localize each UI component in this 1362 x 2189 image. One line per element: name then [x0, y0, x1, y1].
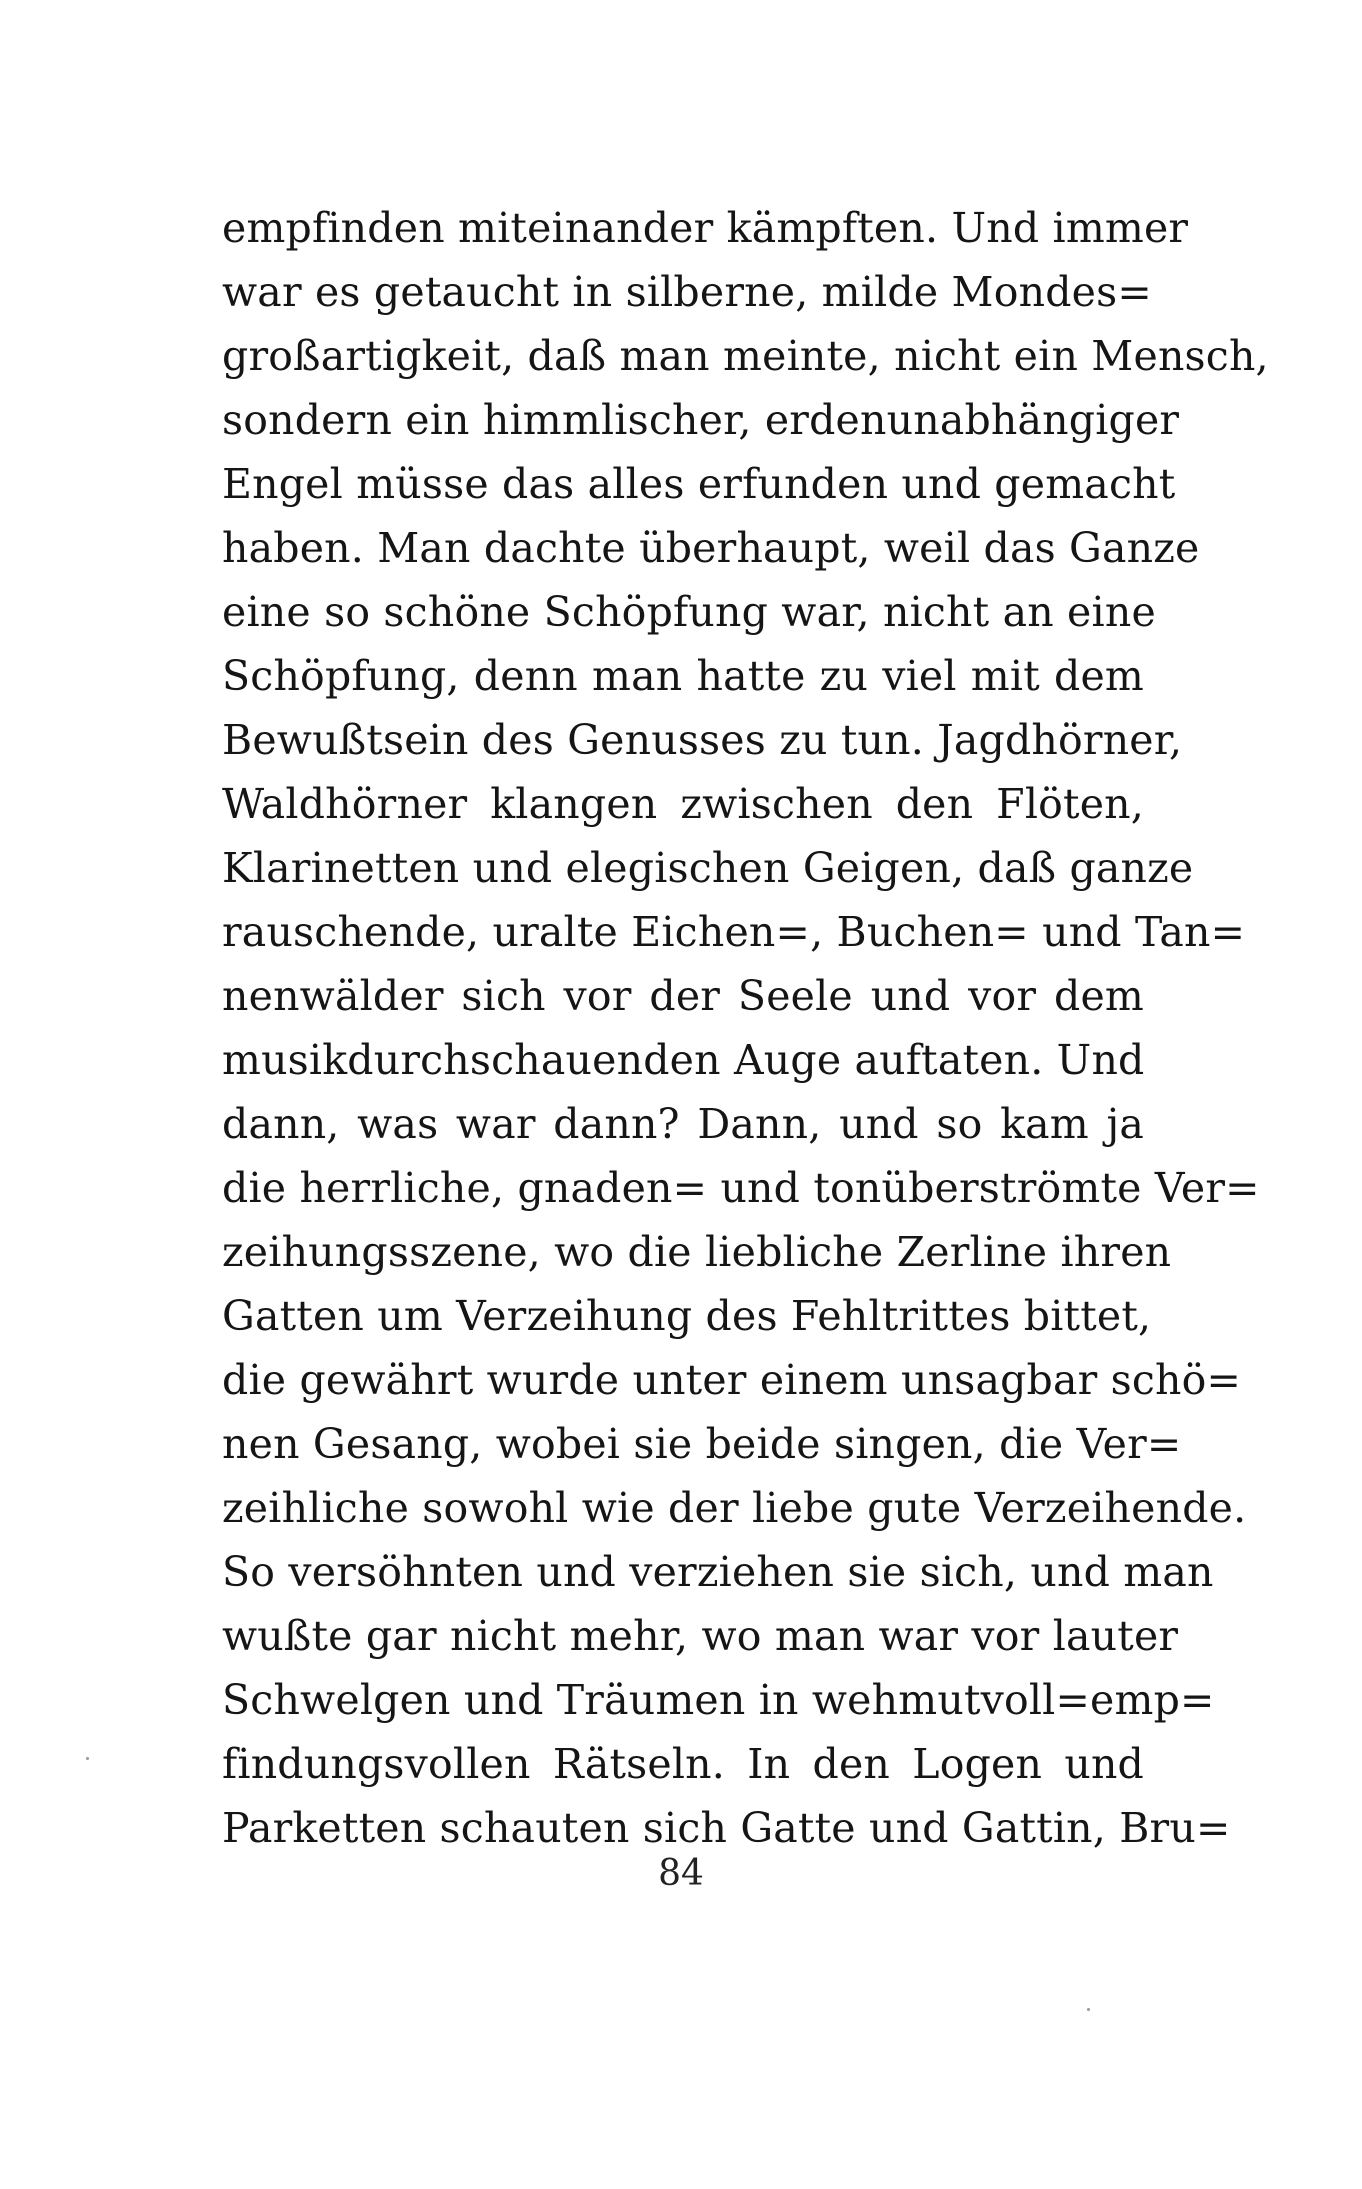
body-text: [222, 196, 1269, 1860]
text-line: So versöhnten und verziehen sie sich, und man: [222, 1548, 1214, 1596]
text-line: nen Gesang, wobei sie beide singen, die Ver=: [222, 1420, 1182, 1468]
text-line: zeihungsszene, wo die liebliche Zerline ihren: [222, 1228, 1172, 1276]
text-line: rauschende, uralte Eichen=, Buchen= und Tan=: [222, 908, 1246, 956]
text-line: eine so schöne Schöpfung war, nicht an eine: [222, 588, 1156, 636]
paper-speck: [86, 1757, 89, 1760]
text-line: nenwälder sich vor der Seele und vor dem: [222, 972, 1144, 1020]
text-line: Engel müsse das alles erfunden und gemacht: [222, 460, 1176, 508]
text-line: Parketten schauten sich Gatte und Gattin, Bru=: [222, 1804, 1231, 1852]
text-line: sondern ein himmlischer, erdenunabhängiger: [222, 396, 1180, 444]
text-line: war es getaucht in silberne, milde Mondes=: [222, 268, 1152, 316]
text-line: empfinden miteinander kämpften. Und immer: [222, 204, 1189, 252]
text-line: dann, was war dann? Dann, und so kam ja: [222, 1100, 1144, 1148]
paper-speck: [1087, 2008, 1090, 2011]
text-line: die gewährt wurde unter einem unsagbar schö=: [222, 1356, 1242, 1404]
text-line: musikdurchschauenden Auge auftaten. Und: [222, 1036, 1145, 1084]
text-line: großartigkeit, daß man meinte, nicht ein Mensch,: [222, 332, 1269, 380]
text-line: Bewußtsein des Genusses zu tun. Jagdhörner,: [222, 716, 1183, 764]
text-line: Waldhörner klangen zwischen den Flöten,: [222, 780, 1144, 828]
text-line: Schöpfung, denn man hatte zu viel mit dem: [222, 652, 1144, 700]
text-line: haben. Man dachte überhaupt, weil das Ganze: [222, 524, 1200, 572]
text-line: die herrliche, gnaden= und tonüberströmte Ver=: [222, 1164, 1260, 1212]
text-line: wußte gar nicht mehr, wo man war vor lauter: [222, 1612, 1179, 1660]
text-line: Schwelgen und Träumen in wehmutvoll=emp=: [222, 1676, 1215, 1724]
text-line: zeihliche sowohl wie der liebe gute Verzeihende.: [222, 1484, 1247, 1532]
page-number: 84: [658, 1853, 704, 1894]
text-line: findungsvollen Rätseln. In den Logen und: [222, 1740, 1144, 1788]
text-line: Gatten um Verzeihung des Fehltrittes bittet,: [222, 1292, 1152, 1340]
text-line: Klarinetten und elegischen Geigen, daß ganze: [222, 844, 1194, 892]
